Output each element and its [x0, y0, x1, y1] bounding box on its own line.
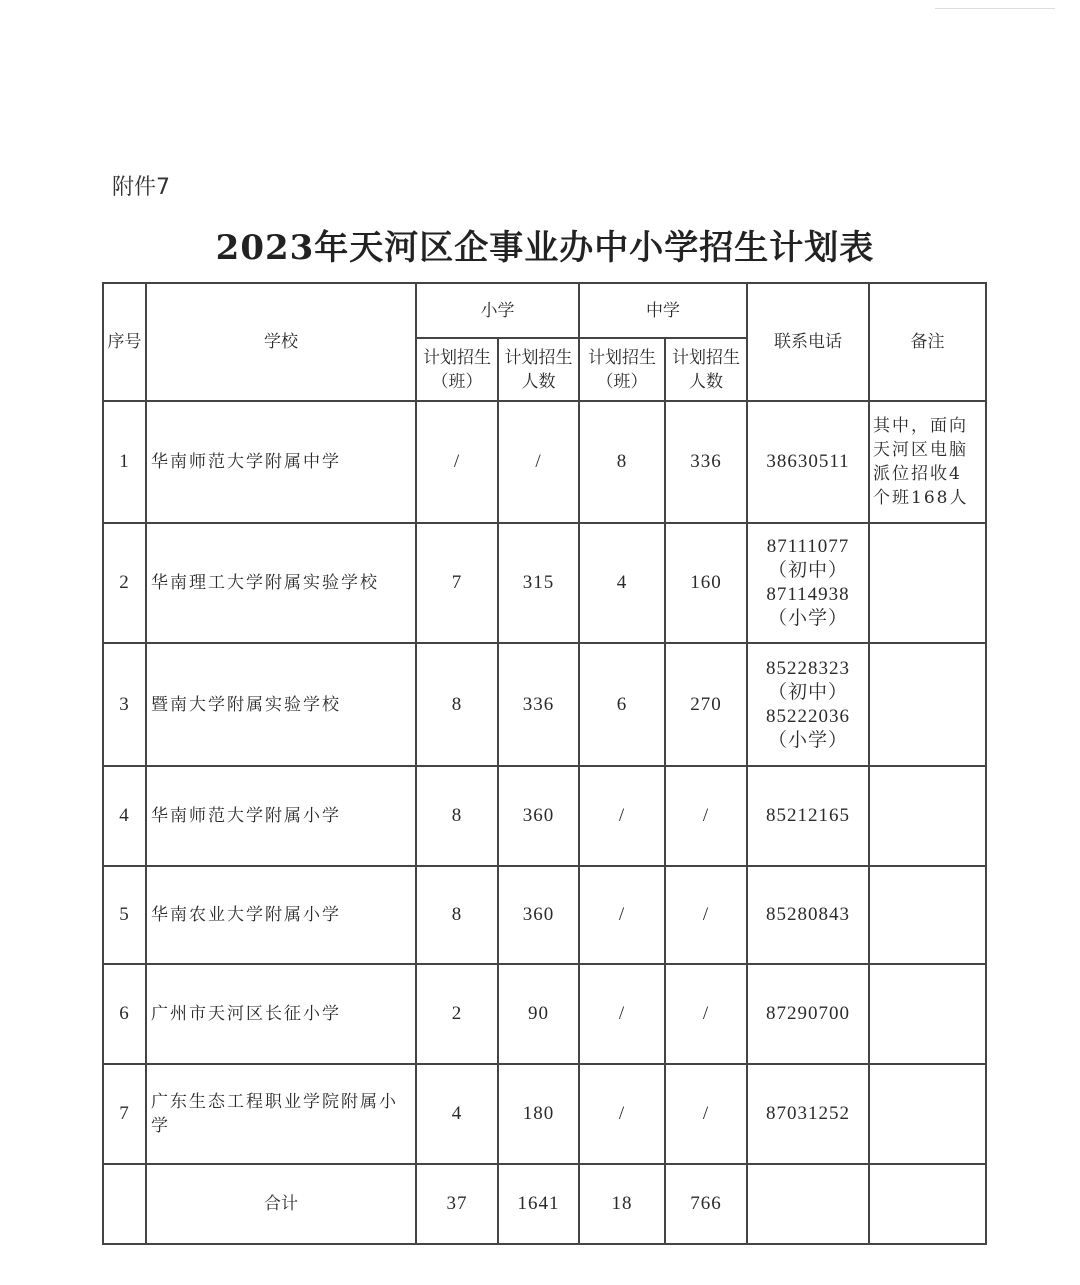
school-name: 暨南大学附属实验学校 — [146, 643, 416, 766]
middle-students: / — [665, 964, 747, 1064]
middle-students: / — [665, 866, 747, 964]
notes — [869, 964, 986, 1064]
contact-phone — [747, 643, 869, 766]
row-index: 1 — [103, 401, 146, 523]
notes — [869, 643, 986, 766]
contact-phone — [747, 401, 869, 523]
school-name: 华南农业大学附属小学 — [146, 866, 416, 964]
primary-students: 360 — [498, 866, 579, 964]
middle-classes: / — [579, 1064, 665, 1164]
cell-line: 87290700 — [766, 1003, 850, 1024]
total-row — [103, 1164, 986, 1244]
header-index: 序号 — [103, 283, 146, 401]
table-row — [103, 643, 986, 766]
row-index: 4 — [103, 766, 146, 866]
school-name: 华南师范大学附属中学 — [146, 401, 416, 523]
header-text: 计划招生 — [672, 347, 740, 368]
header-text: 计划招生 — [423, 347, 491, 368]
middle-classes: 8 — [579, 401, 665, 523]
contact-phone — [747, 964, 869, 1064]
contact-phone — [747, 523, 869, 643]
total-primary-classes: 37 — [416, 1164, 498, 1244]
cell-line: （小学） — [767, 608, 848, 629]
table-row — [103, 866, 986, 964]
cell-line: 87114938 — [766, 584, 850, 605]
header-primary-students — [498, 338, 579, 401]
header-school: 学校 — [146, 283, 416, 401]
row-index: 6 — [103, 964, 146, 1064]
cell-line: 其中，面向 — [873, 416, 968, 436]
middle-students: / — [665, 1064, 747, 1164]
school-name: 广东生态工程职业学院附属小学 — [146, 1064, 416, 1164]
notes — [869, 766, 986, 866]
cell-line: （初中） — [767, 560, 848, 581]
header-middle-students — [665, 338, 747, 401]
middle-students: 160 — [665, 523, 747, 643]
primary-classes: 8 — [416, 643, 498, 766]
cell-line: 天河区电脑 — [873, 440, 968, 460]
header-notes: 备注 — [869, 283, 986, 401]
contact-phone — [747, 866, 869, 964]
notes — [869, 1064, 986, 1164]
primary-students: 360 — [498, 766, 579, 866]
document-title: 2023年天河区企事业办中小学招生计划表 — [215, 228, 875, 268]
primary-students: 90 — [498, 964, 579, 1064]
cell-line: 85228323 — [766, 657, 850, 679]
header-middle: 中学 — [579, 283, 747, 338]
header-text: （班） — [596, 371, 648, 392]
school-name: 华南理工大学附属实验学校 — [146, 523, 416, 643]
cell-line: 派位招收4 — [873, 464, 962, 484]
primary-classes: 8 — [416, 866, 498, 964]
primary-classes: 2 — [416, 964, 498, 1064]
row-index: 7 — [103, 1064, 146, 1164]
table-row — [103, 523, 986, 643]
cell-line: 85212165 — [766, 805, 850, 826]
total-phone-empty — [747, 1164, 869, 1244]
primary-classes: / — [416, 401, 498, 523]
cell-line: 个班168人 — [873, 488, 969, 508]
total-label: 合计 — [146, 1164, 416, 1244]
header-primary-classes — [416, 338, 498, 401]
attachment-label: 附件7 — [112, 175, 170, 200]
table-row — [103, 1064, 986, 1164]
cell-line: （初中） — [767, 681, 848, 703]
row-index: 2 — [103, 523, 146, 643]
primary-students: / — [498, 401, 579, 523]
row-index: 5 — [103, 866, 146, 964]
primary-students: 336 — [498, 643, 579, 766]
header-row — [103, 283, 986, 338]
middle-students: 336 — [665, 401, 747, 523]
header-primary: 小学 — [416, 283, 579, 338]
cell-line: 87031252 — [766, 1103, 850, 1124]
primary-classes: 8 — [416, 766, 498, 866]
primary-students: 180 — [498, 1064, 579, 1164]
total-middle-classes: 18 — [579, 1164, 665, 1244]
enrollment-plan-table — [102, 282, 987, 1245]
primary-classes: 4 — [416, 1064, 498, 1164]
table-row — [103, 401, 986, 523]
header-text: 计划招生 — [588, 347, 656, 368]
table-row — [103, 964, 986, 1064]
school-name: 广州市天河区长征小学 — [146, 964, 416, 1064]
middle-classes: 6 — [579, 643, 665, 766]
primary-classes: 7 — [416, 523, 498, 643]
header-text: 人数 — [689, 371, 723, 392]
header-middle-classes — [579, 338, 665, 401]
header-text: 计划招生 — [504, 347, 573, 368]
cell-line: 38630511 — [766, 451, 850, 472]
primary-students: 315 — [498, 523, 579, 643]
cell-line: 85280843 — [766, 904, 850, 925]
notes — [869, 866, 986, 964]
total-notes-empty — [869, 1164, 986, 1244]
cell-line: 87111077 — [766, 536, 850, 557]
notes — [869, 401, 986, 523]
middle-classes: / — [579, 766, 665, 866]
total-middle-students: 766 — [665, 1164, 747, 1244]
middle-classes: / — [579, 866, 665, 964]
scan-edge-line — [935, 8, 1055, 9]
table-row — [103, 766, 986, 866]
contact-phone — [747, 766, 869, 866]
header-phone: 联系电话 — [747, 283, 869, 401]
total-primary-students: 1641 — [498, 1164, 579, 1244]
row-index: 3 — [103, 643, 146, 766]
middle-students: / — [665, 766, 747, 866]
middle-classes: / — [579, 964, 665, 1064]
header-text: 人数 — [521, 371, 556, 392]
notes — [869, 523, 986, 643]
contact-phone — [747, 1064, 869, 1164]
cell-line: （小学） — [767, 729, 848, 751]
middle-classes: 4 — [579, 523, 665, 643]
middle-students: 270 — [665, 643, 747, 766]
total-index-empty — [103, 1164, 146, 1244]
cell-line: 85222036 — [766, 705, 850, 727]
header-text: （班） — [431, 371, 483, 392]
school-name: 华南师范大学附属小学 — [146, 766, 416, 866]
